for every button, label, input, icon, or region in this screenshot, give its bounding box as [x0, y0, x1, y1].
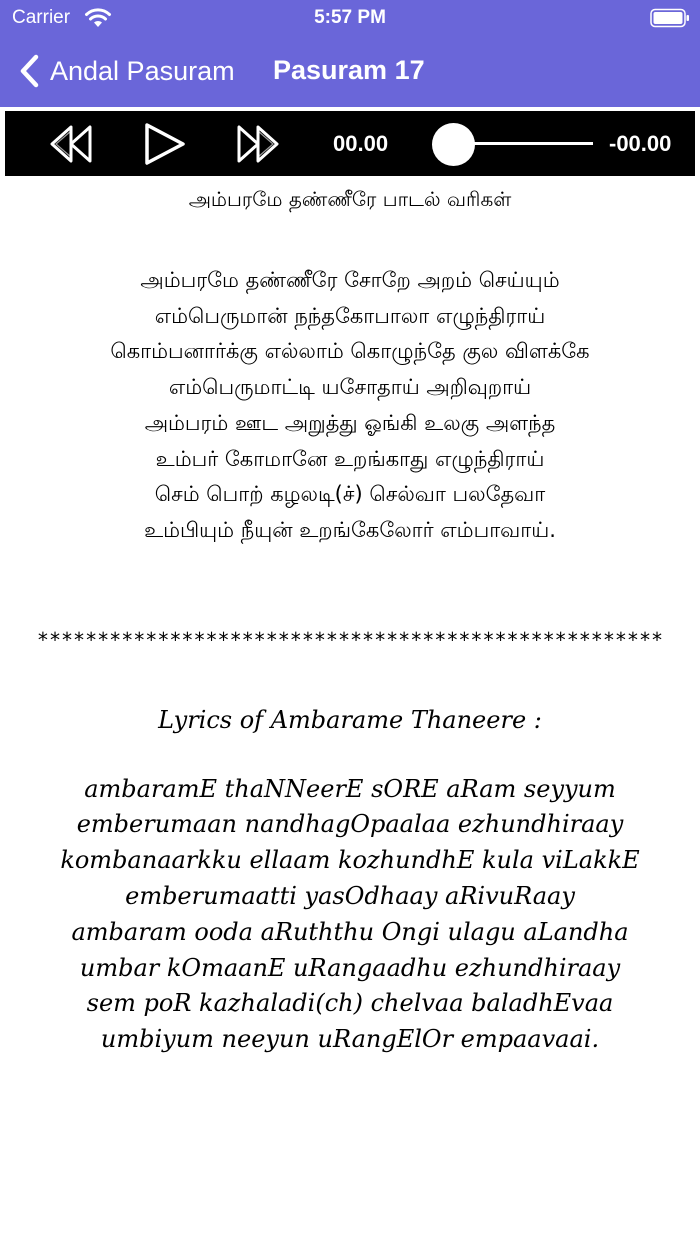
- battery-icon: [650, 8, 690, 28]
- tamil-lyric-line: செம் பொற் கழலடி(ச்) செல்வா பலதேவா: [154, 482, 546, 507]
- status-bar: [0, 0, 700, 36]
- seek-slider-thumb[interactable]: [432, 123, 475, 166]
- play-icon: [141, 121, 187, 167]
- back-button[interactable]: [18, 51, 235, 91]
- lyrics-content: [0, 178, 700, 1058]
- top-bar: [0, 0, 700, 107]
- tamil-lyric-line: அம்பரமே தண்ணீரே சோறே அறம் செய்யும்: [140, 268, 560, 292]
- tamil-lyric-line: எம்பெருமான் நந்தகோபாலா எழுந்திராய்: [154, 303, 546, 328]
- tamil-lyrics: [0, 263, 700, 549]
- english-lyric-line: ambaram ooda aRuththu Ongi ulagu aLandha: [71, 917, 629, 946]
- tamil-lyric-line: உம்பியும் நீயுன் உறங்கேலோர் எம்பாவாய்.: [144, 517, 556, 542]
- english-lyric-line: kombanaarkku ellaam kozhundhE kula viLakkE: [60, 846, 640, 875]
- fast-forward-button[interactable]: [234, 121, 280, 167]
- separator: ****************************************************: [36, 627, 664, 652]
- page-title: Pasuram 17: [273, 55, 425, 85]
- english-lyric-line: umbiyum neeyun uRangElOr empaavaai.: [100, 1025, 600, 1054]
- english-lyric-line: sem poR kazhaladi(ch) chelvaa baladhEvaa: [86, 989, 614, 1018]
- english-lyric-line: umbar kOmaanE uRangaadhu ezhundhiraay: [79, 953, 621, 982]
- english-lyric-line: emberumaan nandhagOpaalaa ezhundhiraay: [76, 810, 624, 839]
- english-lyric-line: emberumaatti yasOdhaay aRivuRaay: [125, 882, 575, 911]
- fast-forward-icon: [234, 121, 280, 167]
- status-time: 5:57 PM: [314, 7, 386, 28]
- english-lyrics-heading: Lyrics of Ambarame Thaneere :: [158, 705, 542, 734]
- rewind-button[interactable]: [49, 121, 95, 167]
- chevron-left-icon: [18, 53, 40, 89]
- tamil-lyric-line: கொம்பனார்க்கு எல்லாம் கொழுந்தே குல விளக்கே: [110, 339, 590, 364]
- back-button-label: Andal Pasuram: [50, 55, 235, 86]
- tamil-lyric-line: உம்பர் கோமானே உறங்காது எழுந்திராய்: [155, 446, 545, 471]
- audio-player: [5, 111, 695, 176]
- play-button[interactable]: [141, 121, 187, 167]
- remaining-time: -00.00: [609, 131, 672, 156]
- english-lyrics: [0, 772, 700, 1058]
- tamil-lyric-line: எம்பெருமாட்டி யசோதாய் அறிவுறாய்: [168, 375, 532, 400]
- tamil-lyrics-heading: அம்பரமே தண்ணீரே பாடல் வரிகள்: [188, 187, 512, 211]
- current-time: 00.00: [333, 131, 389, 156]
- navigation-bar: [0, 36, 700, 107]
- tamil-lyric-line: அம்பரம் ஊட அறுத்து ஓங்கி உலகு அளந்த: [144, 410, 556, 435]
- carrier-label: Carrier: [12, 7, 71, 28]
- english-lyric-line: ambaramE thaNNeerE sORE aRam seyyum: [84, 774, 616, 803]
- rewind-icon: [49, 121, 95, 167]
